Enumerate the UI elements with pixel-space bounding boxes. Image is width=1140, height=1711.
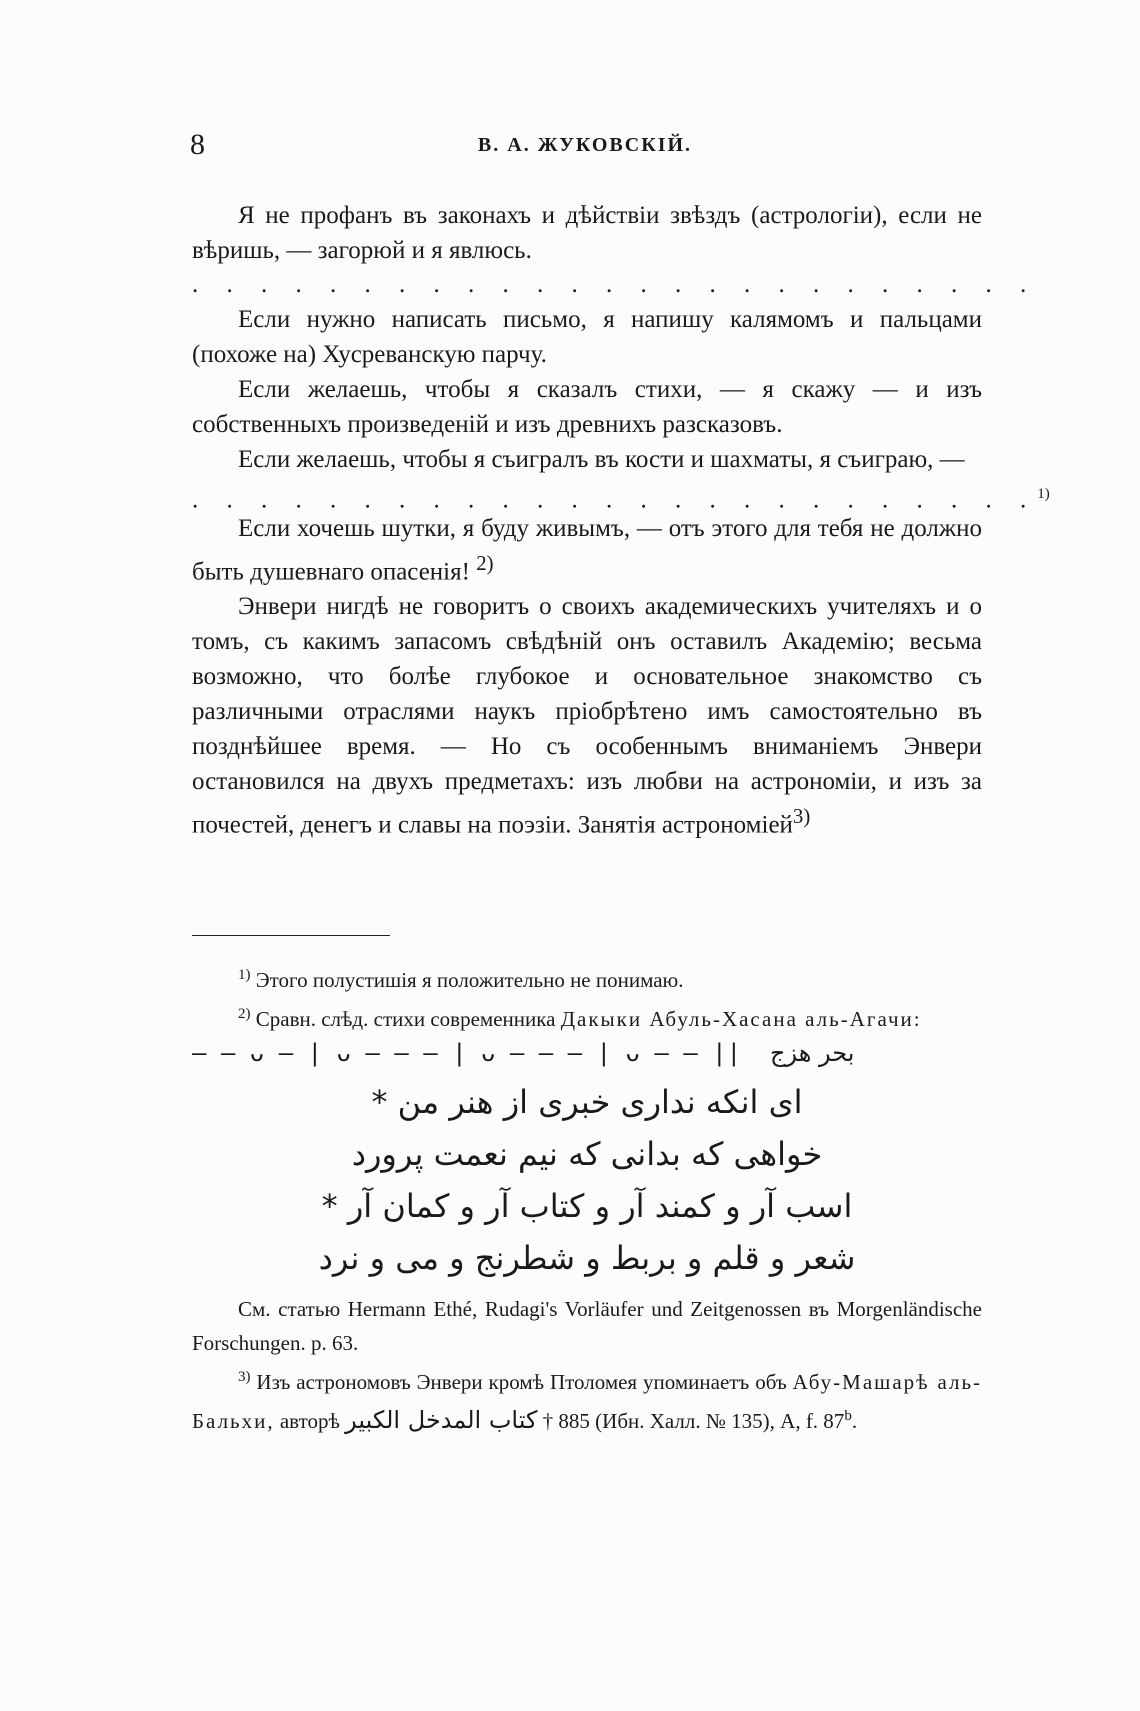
footnote-1-mark: 1) (238, 967, 251, 983)
footnote-3 (192, 1360, 982, 1438)
meter-pattern: — — ᴗ — | ᴗ — — — | ᴗ — — — | ᴗ — — || (192, 1039, 742, 1067)
paragraph-3: Если желаешь, чтобы я сказалъ стихи, — я скажу — и изъ собственныхъ произведеній и изъ древнихъ разсказовъ. (192, 376, 982, 438)
citation: См. статью Hermann Ethé, Rudagi's Vorläufer und Zeitgenossen въ Morgenländische Forschungen. p. 63. (192, 1297, 982, 1355)
paragraph-6-text: Энвери нигдѣ не говоритъ о своихъ академическихъ учителяхъ и о томъ, съ какимъ запасомъ свѣдѣній онъ оставилъ Академію; весьма возможно, что болѣе глубокое и основательное знакомство съ различными отраслями наукъ пріобрѣтено имъ самостоятельно въ позднѣйшее время. — Но съ особеннымъ вниманіемъ Энвери остановился на двухъ предметахъ: изъ любви на астрономіи, и изъ за почестей, денегъ и славы на поэзіи. Занятія астрономіей (192, 593, 982, 839)
footnote-divider (192, 935, 390, 936)
footnote-3-name: Абу-Машарѣ аль-Бальхи, (192, 1370, 983, 1433)
footnote-ref-3: 3) (792, 804, 811, 829)
paragraph-5 (192, 511, 982, 589)
footnote-3-end: . (851, 1409, 858, 1433)
meter-label: بحر هزج (769, 1039, 855, 1067)
footnote-2-text: Сравн. слѣд. стихи современника (255, 1007, 556, 1031)
paragraph-6 (192, 589, 982, 842)
paragraph-5-text: Если хочешь шутки, я буду живымъ, — отъ этого для тебя не должно быть душевнаго опасенія! (192, 515, 982, 586)
running-head: В. А. ЖУКОВСКІЙ. (477, 134, 693, 156)
footnote-1 (192, 958, 982, 997)
footnote-ref-1: 1) (1037, 486, 1050, 502)
page-header (190, 128, 980, 168)
verse-line: ای انکه نداری خبری از هنر من * (371, 1083, 803, 1121)
paragraph-2: Если нужно написать письмо, я напишу калямомъ и пальцами (похоже на) Хусреванскую парчу. (192, 306, 982, 368)
meter-scheme (192, 1036, 982, 1070)
footnote-2-author: Дакыки Абуль-Хасана аль-Агачи: (560, 1007, 922, 1031)
footnote-1-text: Этого полустишія я положительно не понимаю. (255, 968, 684, 992)
main-text (192, 198, 1050, 843)
footnote-2 (192, 997, 982, 1036)
footnotes (192, 958, 982, 1438)
footnote-3-mark: 3) (238, 1369, 251, 1385)
footnote-ref-2: 2) (476, 551, 494, 575)
ellipsis-line-2 (192, 477, 1050, 514)
footnote-3-superscript: b (844, 1408, 852, 1424)
footnote-3-arabic-title: كتاب المدخل الكبير (345, 1406, 538, 1434)
footnote-3-text-c: † 885 (Ибн. Халл. № 135), A, f. 87 (542, 1409, 845, 1433)
verse-line: خواهی که بدانی که نیم نعمت پرورد (351, 1135, 823, 1173)
verse-line: شعر و قلم و بربط و شطرنج و می و نرد (318, 1239, 856, 1277)
verse-line: اسب آر و کمند آر و کتاب آر و کمان آر * (321, 1187, 853, 1225)
footnote-3-text-a: Изъ астрономовъ Энвери кромѣ Птоломея упоминаетъ объ (256, 1370, 787, 1394)
page-number: 8 (190, 128, 205, 161)
ellipsis-dots: . . . . . . . . . . . . . . . . . . . . . . . . . (192, 486, 1038, 514)
paragraph-1: Я не профанъ въ законахъ и дѣйствіи звѣздъ (астрологіи), если не вѣришь, — загорюй и я явлюсь. (192, 202, 982, 264)
ellipsis-line-1: . . . . . . . . . . . . . . . . . . . . . . . . . (192, 271, 1038, 298)
footnote-2-mark: 2) (238, 1006, 251, 1022)
paragraph-4: Если желаешь, чтобы я съигралъ въ кости и шахматы, я съиграю, — (238, 446, 965, 473)
persian-verses (192, 1076, 982, 1284)
footnote-3-text-b: авторѣ (279, 1409, 340, 1433)
